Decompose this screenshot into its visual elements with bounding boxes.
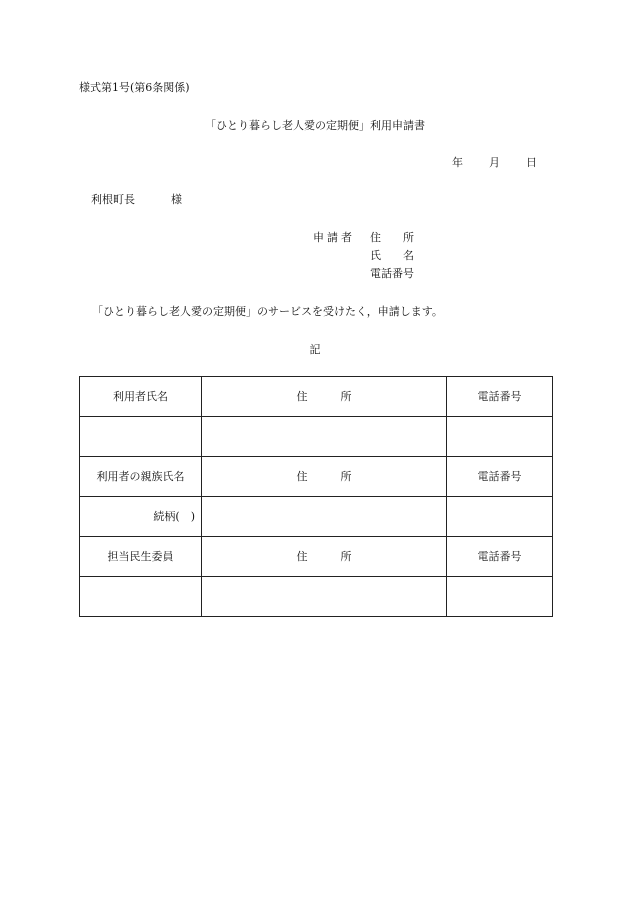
application-statement: 「ひとり暮らし老人愛の定期便」のサービスを受けたく，申請します。 [92,305,443,318]
user-info-table [79,376,553,617]
form-number: 様式第1号(第6条関係) [79,81,190,94]
relative-phone-header: 電話番号 [447,457,553,497]
addressee-honorific: 様 [171,193,182,206]
user-phone-header: 電話番号 [447,377,553,417]
welfare-commissioner-header: 担当民生委員 [80,537,202,577]
relationship-cell[interactable]: 続柄( ) [80,497,202,537]
applicant-name-label: 氏 名 [370,249,414,262]
user-name-cell[interactable] [80,417,202,457]
commissioner-address-header: 住 所 [202,537,447,577]
relative-phone-cell[interactable] [447,497,553,537]
document-title: 「ひとり暮らし老人愛の定期便」利用申請書 [205,119,425,132]
note-heading: 記 [309,343,321,356]
date-day-label: 日 [526,156,537,169]
commissioner-phone-header: 電話番号 [447,537,553,577]
table-row [80,577,553,617]
commissioner-address-cell[interactable] [202,577,447,617]
commissioner-phone-cell[interactable] [447,577,553,617]
applicant-address-label: 住 所 [370,231,414,244]
addressee [91,193,182,207]
table-row [80,377,553,417]
table-row [80,457,553,497]
relative-name-header: 利用者の親族氏名 [80,457,202,497]
table-row [80,497,553,537]
applicant-phone-label: 電話番号 [370,267,414,280]
date-line [452,156,537,170]
date-month-label: 月 [489,156,500,169]
table-row [80,417,553,457]
table-row [80,537,553,577]
user-name-header: 利用者氏名 [80,377,202,417]
addressee-name: 利根町長 [91,193,135,206]
relative-address-header: 住 所 [202,457,447,497]
user-address-header: 住 所 [202,377,447,417]
user-address-cell[interactable] [202,417,447,457]
date-year-label: 年 [452,156,463,169]
relative-address-cell[interactable] [202,497,447,537]
commissioner-name-cell[interactable] [80,577,202,617]
user-phone-cell[interactable] [447,417,553,457]
applicant-label: 申請者 [313,231,355,244]
